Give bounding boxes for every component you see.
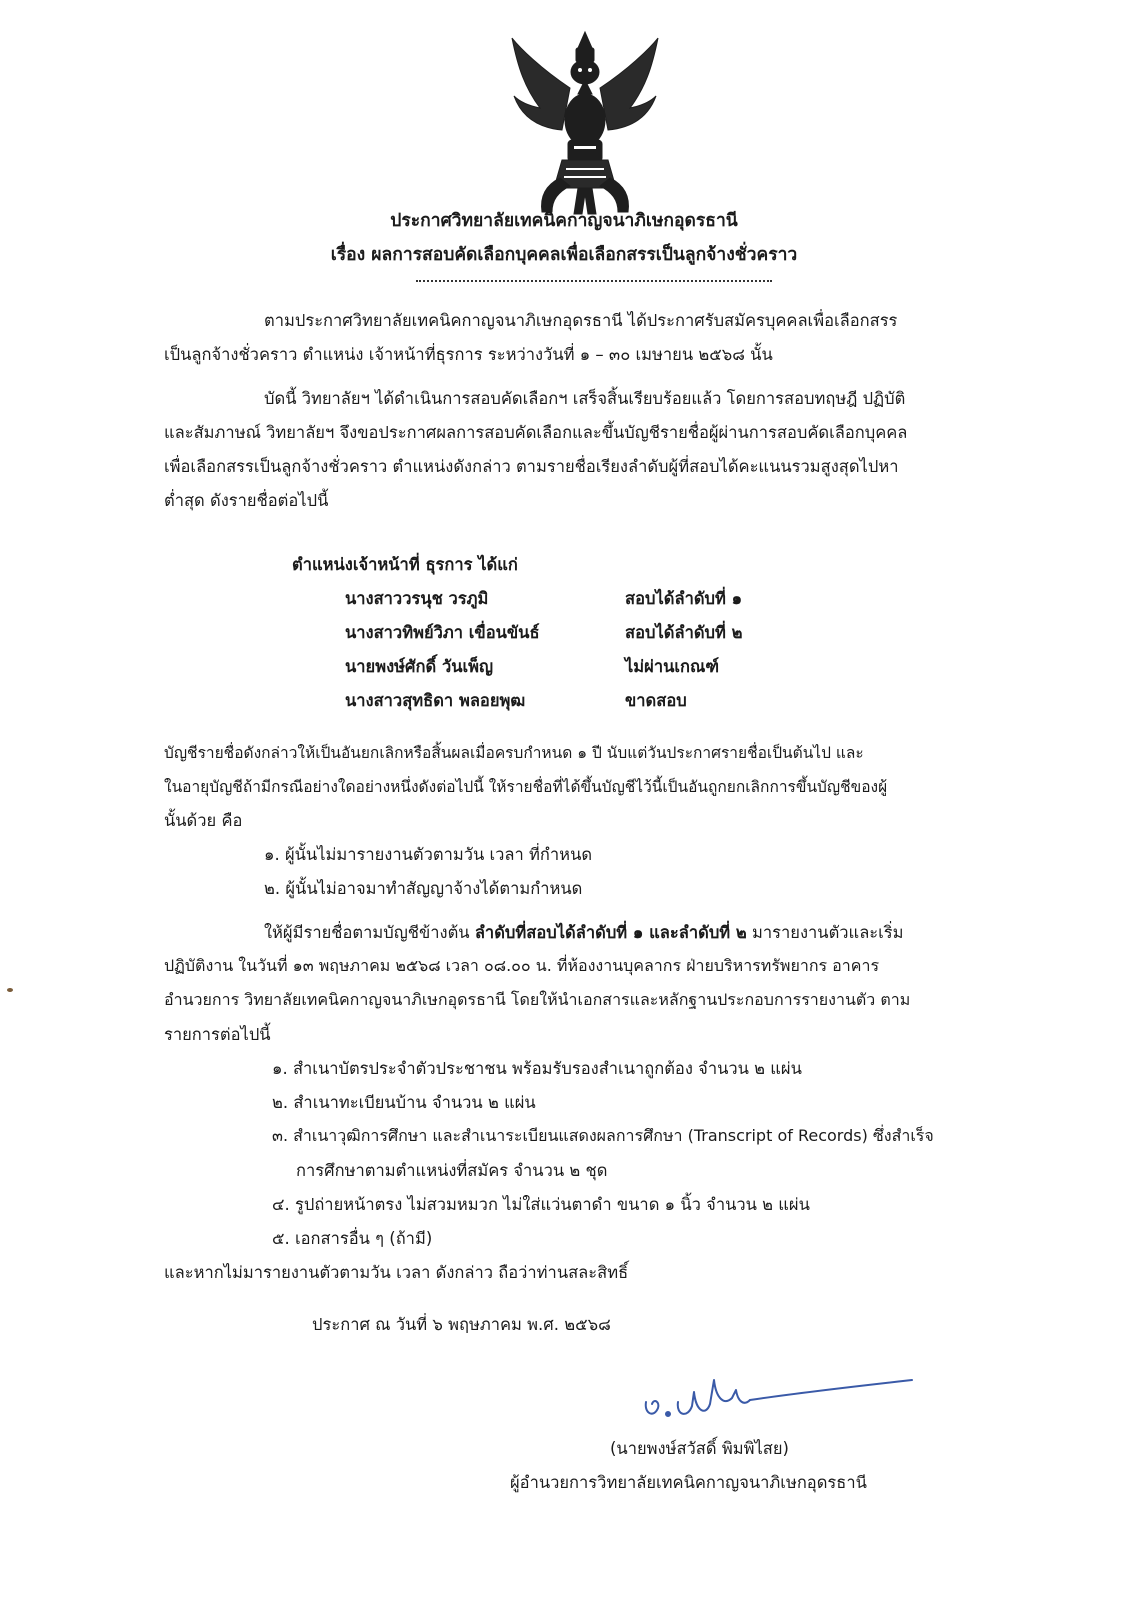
report-line-1-b: มารายงานตัวและเริ่ม bbox=[746, 923, 904, 942]
document-subject: เรื่อง ผลการสอบคัดเลือกบุคคลเพื่อเลือกสรรเป็นลูกจ้างชั่วคราว bbox=[330, 245, 798, 265]
report-line-1-bold: ลำดับที่สอบได้ลำดับที่ ๑ และลำดับที่ ๒ bbox=[474, 923, 747, 942]
intro-line-1: ตามประกาศวิทยาลัยเทคนิคกาญจนาภิเษกอุดรธานี ได้ประกาศรับสมัครบุคคลเพื่อเลือกสรร bbox=[264, 311, 898, 330]
report-line-4: รายการต่อไปนี้ bbox=[164, 1025, 271, 1044]
document-title: ประกาศวิทยาลัยเทคนิคกาญจนาภิเษกอุดรธานี bbox=[390, 211, 738, 231]
validity-line-2: ในอายุบัญชีถ้ามีกรณีอย่างใดอย่างหนึ่งดังต่อไปนี้ ให้รายชื่อที่ได้ขึ้นบัญชีไว้นี้เป็นอันถูกยกเลิกการขึ้นบัญชีของผู้ bbox=[164, 778, 888, 796]
validity-item-1: ๑. ผู้นั้นไม่มารายงานตัวตามวัน เวลา ที่กำหนด bbox=[264, 845, 593, 864]
validity-item-2: ๒. ผู้นั้นไม่อาจมาทำสัญญาจ้างได้ตามกำหนด bbox=[264, 879, 583, 898]
signer-name: (นายพงษ์สวัสดิ์ พิมพิไสย) bbox=[610, 1439, 789, 1458]
candidate-status-3: ไม่ผ่านเกณฑ์ bbox=[625, 657, 720, 676]
scan-speck bbox=[7, 988, 13, 992]
candidate-status-2: สอบได้ลำดับที่ ๒ bbox=[625, 623, 743, 642]
candidate-status-4: ขาดสอบ bbox=[625, 691, 687, 710]
dotted-divider bbox=[416, 280, 772, 282]
para2-line-4: ต่ำสุด ดังรายชื่อต่อไปนี้ bbox=[164, 491, 329, 510]
para2-line-3: เพื่อเลือกสรรเป็นลูกจ้างชั่วคราว ตำแหน่งดังกล่าว ตามรายชื่อเรียงลำดับผู้ที่สอบได้คะแนนรวมสูงสุดไปหา bbox=[164, 457, 899, 476]
document-item-1: ๑. สำเนาบัตรประจำตัวประชาชน พร้อมรับรองสำเนาถูกต้อง จำนวน ๒ แผ่น bbox=[272, 1059, 802, 1078]
document-item-2: ๒. สำเนาทะเบียนบ้าน จำนวน ๒ แผ่น bbox=[272, 1093, 536, 1112]
candidate-status-1: สอบได้ลำดับที่ ๑ bbox=[625, 589, 743, 608]
announcement-date: ประกาศ ณ วันที่ ๖ พฤษภาคม พ.ศ. ๒๕๖๘ bbox=[312, 1315, 611, 1334]
document-item-3-cont: การศึกษาตามตำแหน่งที่สมัคร จำนวน ๒ ชุด bbox=[296, 1161, 608, 1180]
document-item-3: ๓. สำเนาวุฒิการศึกษา และสำเนาระเบียนแสดงผลการศึกษา (Transcript of Records) ซึ่งสำเร็จ bbox=[272, 1126, 934, 1145]
report-line-2: ปฏิบัติงาน ในวันที่ ๑๓ พฤษภาคม ๒๕๖๘ เวลา ๐๘.๐๐ น. ที่ห้องงานบุคลากร ฝ่ายบริหารทรัพยากร อาคาร bbox=[164, 956, 880, 975]
garuda-emblem-icon bbox=[500, 28, 670, 218]
report-line-1-a: ให้ผู้มีรายชื่อตามบัญชีข้างต้น bbox=[264, 923, 475, 942]
report-line-1 bbox=[264, 920, 904, 946]
signer-position: ผู้อำนวยการวิทยาลัยเทคนิคกาญจนาภิเษกอุดรธานี bbox=[510, 1473, 867, 1492]
para2-line-1: บัดนี้ วิทยาลัยฯ ได้ดำเนินการสอบคัดเลือกฯ เสร็จสิ้นเรียบร้อยแล้ว โดยการสอบทฤษฎี ปฏิบัติ bbox=[264, 389, 906, 408]
validity-line-3: นั้นด้วย คือ bbox=[164, 811, 243, 830]
report-line-3: อำนวยการ วิทยาลัยเทคนิคกาญจนาภิเษกอุดรธานี โดยให้นำเอกสารและหลักฐานประกอบการรายงานตัว ตาม bbox=[164, 990, 911, 1009]
candidate-name-3: นายพงษ์ศักดิ์ วันเพ็ญ bbox=[345, 657, 494, 676]
document-item-5: ๕. เอกสารอื่น ๆ (ถ้ามี) bbox=[272, 1229, 433, 1248]
signature bbox=[640, 1362, 920, 1432]
candidate-name-2: นางสาวทิพย์วิภา เขื่อนขันธ์ bbox=[345, 623, 540, 642]
intro-line-2: เป็นลูกจ้างชั่วคราว ตำแหน่ง เจ้าหน้าที่ธุรการ ระหว่างวันที่ ๑ – ๓๐ เมษายน ๒๕๖๘ นั้น bbox=[164, 345, 773, 364]
closing-line: และหากไม่มารายงานตัวตามวัน เวลา ดังกล่าว ถือว่าท่านสละสิทธิ์ bbox=[164, 1263, 629, 1282]
document-item-4: ๔. รูปถ่ายหน้าตรง ไม่สวมหมวก ไม่ใส่แว่นตาดำ ขนาด ๑ นิ้ว จำนวน ๒ แผ่น bbox=[272, 1195, 810, 1214]
results-heading: ตำแหน่งเจ้าหน้าที่ ธุรการ ได้แก่ bbox=[292, 555, 518, 574]
validity-line-1: บัญชีรายชื่อดังกล่าวให้เป็นอันยกเลิกหรือสิ้นผลเมื่อครบกำหนด ๑ ปี นับแต่วันประกาศรายชื่อเป็นต้นไป และ bbox=[164, 744, 864, 762]
para2-line-2: และสัมภาษณ์ วิทยาลัยฯ จึงขอประกาศผลการสอบคัดเลือกและขึ้นบัญชีรายชื่อผู้ผ่านการสอบคัดเลือกบุคคล bbox=[164, 423, 908, 442]
candidate-name-4: นางสาวสุทธิดา พลอยพุฒ bbox=[345, 691, 526, 710]
candidate-name-1: นางสาววรนุช วรภูมิ bbox=[345, 589, 489, 608]
